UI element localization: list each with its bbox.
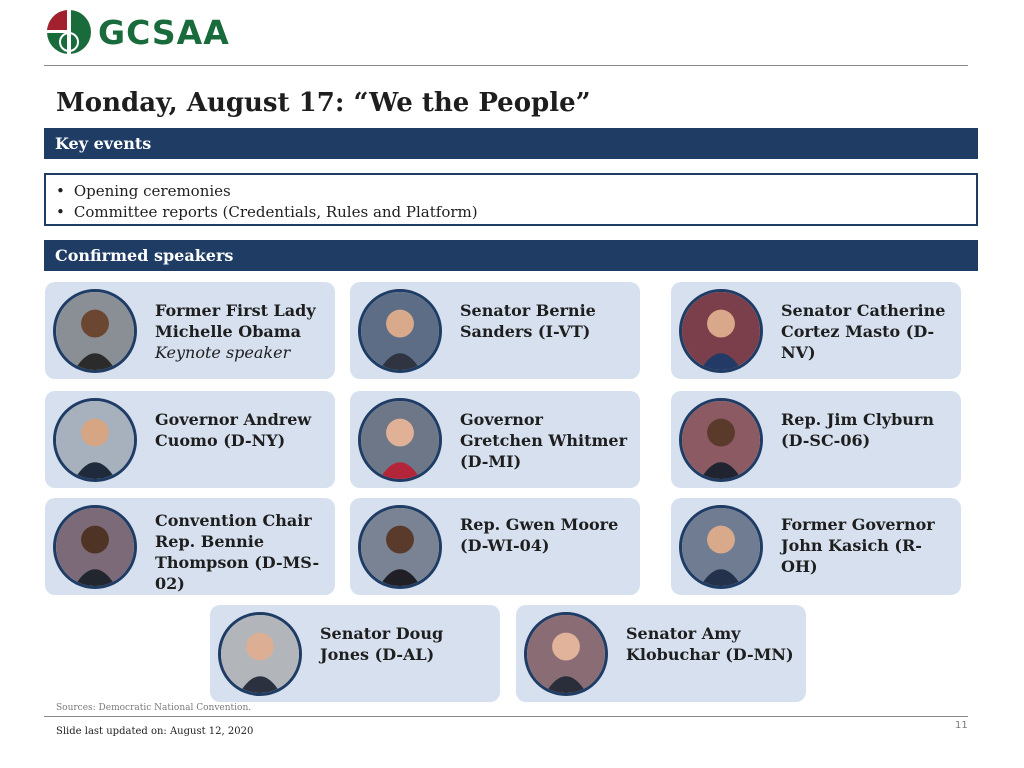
speaker-info — [460, 514, 630, 556]
key-events-header: Key events — [44, 128, 978, 159]
speaker-info — [460, 300, 630, 342]
speaker-photo — [53, 505, 137, 589]
last-updated-note: Slide last updated on: August 12, 2020 — [56, 726, 254, 737]
speaker-photo — [358, 505, 442, 589]
speaker-card — [350, 391, 640, 488]
speaker-name: Governor Andrew Cuomo (D-NY) — [155, 410, 312, 450]
speaker-card — [516, 605, 806, 702]
speaker-info — [781, 409, 951, 451]
speaker-photo — [53, 289, 137, 373]
speaker-info — [155, 300, 325, 363]
gcsaa-globe-icon — [46, 9, 92, 55]
speaker-card — [350, 498, 640, 595]
speaker-photo — [218, 612, 302, 696]
speaker-name: Senator Doug Jones (D-AL) — [320, 624, 444, 664]
footer-divider — [44, 716, 968, 717]
speaker-card — [45, 391, 335, 488]
speaker-role: Keynote speaker — [155, 343, 291, 362]
speaker-photo — [358, 398, 442, 482]
speaker-name: Governor Gretchen Whitmer (D-MI) — [460, 410, 628, 471]
speaker-name: Convention Chair Rep. Bennie Thompson (D-MS-02) — [155, 511, 320, 593]
speaker-card — [350, 282, 640, 379]
slide-title: Monday, August 17: “We the People” — [56, 88, 591, 118]
header-divider — [44, 65, 968, 66]
speaker-card — [671, 391, 961, 488]
confirmed-speakers-header: Confirmed speakers — [44, 240, 978, 271]
speaker-name: Senator Bernie Sanders (I-VT) — [460, 301, 596, 341]
speaker-info — [155, 510, 325, 594]
speaker-name: Rep. Gwen Moore (D-WI-04) — [460, 515, 619, 555]
speaker-card — [45, 282, 335, 379]
speaker-name: Senator Catherine Cortez Masto (D-NV) — [781, 301, 946, 362]
speaker-card — [45, 498, 335, 595]
logo-wordmark: GCSAA — [98, 12, 230, 52]
speaker-info — [155, 409, 325, 451]
speaker-info — [781, 514, 951, 577]
event-item: • Opening ceremonies — [56, 181, 966, 202]
speaker-photo — [679, 505, 763, 589]
page-number: 11 — [955, 720, 968, 731]
speaker-info — [781, 300, 951, 363]
speaker-photo — [358, 289, 442, 373]
speaker-info — [320, 623, 490, 665]
speaker-photo — [679, 289, 763, 373]
sources-note: Sources: Democratic National Convention. — [56, 703, 252, 713]
speaker-name: Former First Lady Michelle Obama — [155, 301, 316, 341]
speaker-name: Senator Amy Klobuchar (D-MN) — [626, 624, 794, 664]
speaker-card — [671, 498, 961, 595]
speaker-info — [460, 409, 630, 472]
speaker-name: Former Governor John Kasich (R-OH) — [781, 515, 935, 576]
speaker-card — [671, 282, 961, 379]
speaker-photo — [679, 398, 763, 482]
speaker-name: Rep. Jim Clyburn (D-SC-06) — [781, 410, 934, 450]
speaker-photo — [53, 398, 137, 482]
speaker-info — [626, 623, 796, 665]
key-events-list — [44, 173, 978, 226]
speaker-photo — [524, 612, 608, 696]
gcsaa-logo — [46, 8, 246, 56]
event-item: • Committee reports (Credentials, Rules and Platform) — [56, 202, 966, 223]
speaker-card — [210, 605, 500, 702]
